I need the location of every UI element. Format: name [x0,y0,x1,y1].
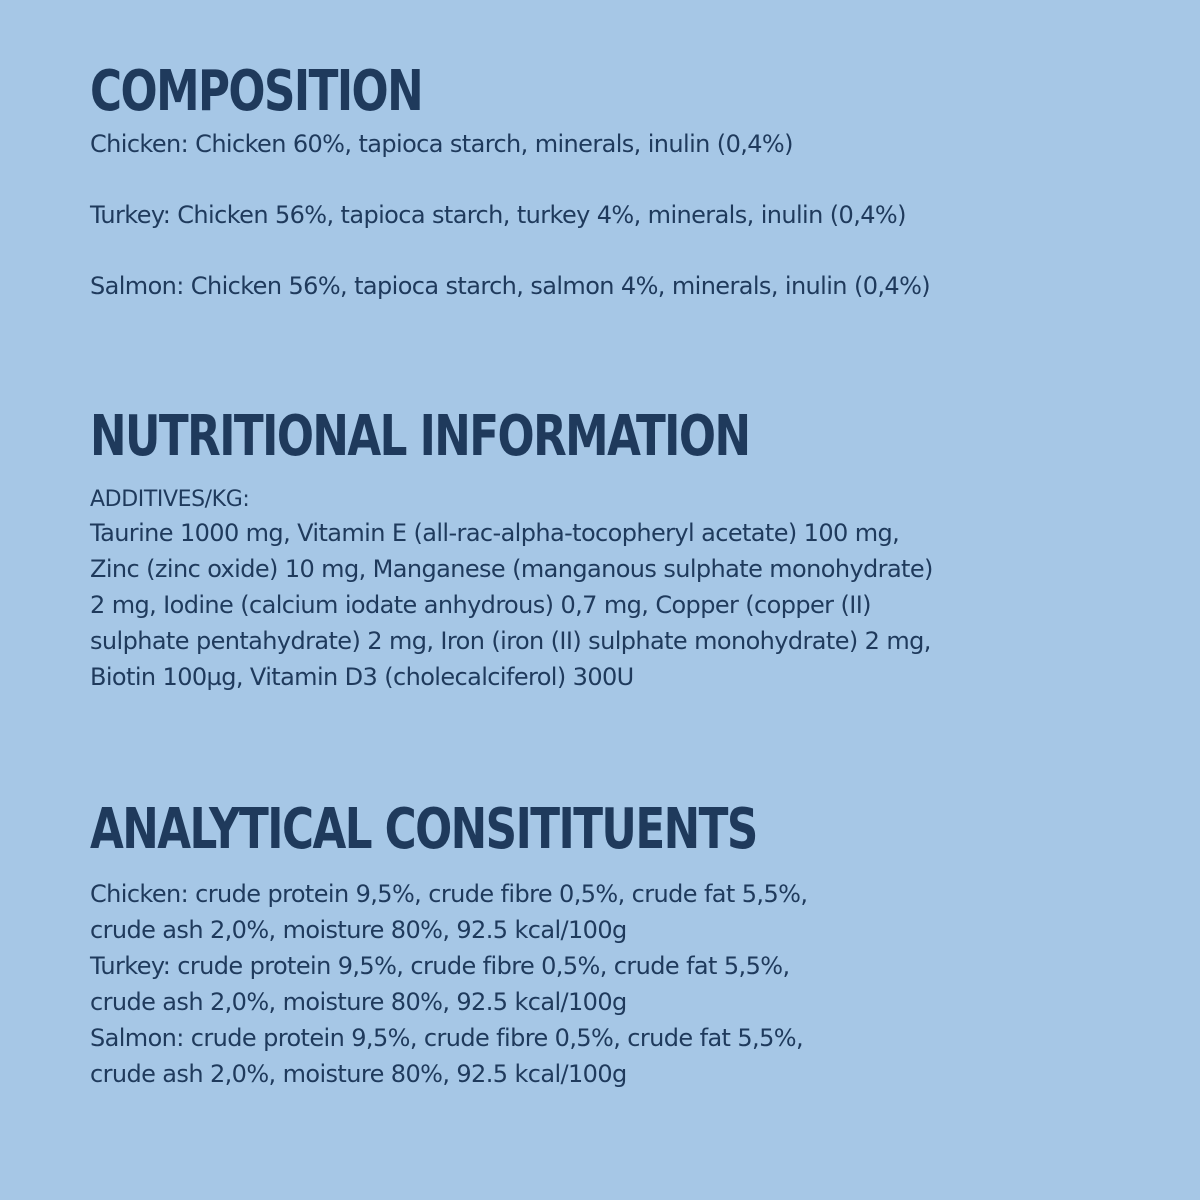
additives-line: Zinc (zinc oxide) 10 mg, Manganese (manganous sulphate monohydrate) [90,555,933,583]
composition-section [90,60,1150,304]
additives-line: Taurine 1000 mg, Vitamin E (all-rac-alpha-tocopheryl acetate) 100 mg, [90,519,900,547]
analytical-line-turkey-cont: crude ash 2,0%, moisture 80%, 92.5 kcal/100g [90,988,627,1016]
additives-line: 2 mg, Iodine (calcium iodate anhydrous) 0,7 mg, Copper (copper (II) [90,591,871,619]
analytical-constituents-heading: ANALYTICAL CONSITITUENTS [90,797,757,862]
analytical-constituents-section [90,798,1150,1092]
analytical-line-turkey: Turkey: crude protein 9,5%, crude fibre 0,5%, crude fat 5,5%, [90,952,790,980]
composition-line-turkey: Turkey: Chicken 56%, tapioca starch, turkey 4%, minerals, inulin (0,4%) [90,201,906,229]
analytical-line-salmon-cont: crude ash 2,0%, moisture 80%, 92.5 kcal/100g [90,1060,627,1088]
composition-line-salmon: Salmon: Chicken 56%, tapioca starch, salmon 4%, minerals, inulin (0,4%) [90,272,931,300]
additives-line: sulphate pentahydrate) 2 mg, Iron (iron (II) sulphate monohydrate) 2 mg, [90,627,931,655]
additives-line: Biotin 100µg, Vitamin D3 (cholecalciferol) 300U [90,663,634,691]
additives-label: ADDITIVES/KG: [90,487,250,512]
analytical-line-chicken-cont: crude ash 2,0%, moisture 80%, 92.5 kcal/100g [90,916,627,944]
composition-heading: COMPOSITION [90,59,423,124]
nutritional-information-heading: NUTRITIONAL INFORMATION [90,404,750,469]
analytical-line-chicken: Chicken: crude protein 9,5%, crude fibre 0,5%, crude fat 5,5%, [90,880,808,908]
composition-line-chicken: Chicken: Chicken 60%, tapioca starch, minerals, inulin (0,4%) [90,130,793,158]
analytical-line-salmon: Salmon: crude protein 9,5%, crude fibre 0,5%, crude fat 5,5%, [90,1024,803,1052]
nutritional-information-section [90,405,1150,695]
